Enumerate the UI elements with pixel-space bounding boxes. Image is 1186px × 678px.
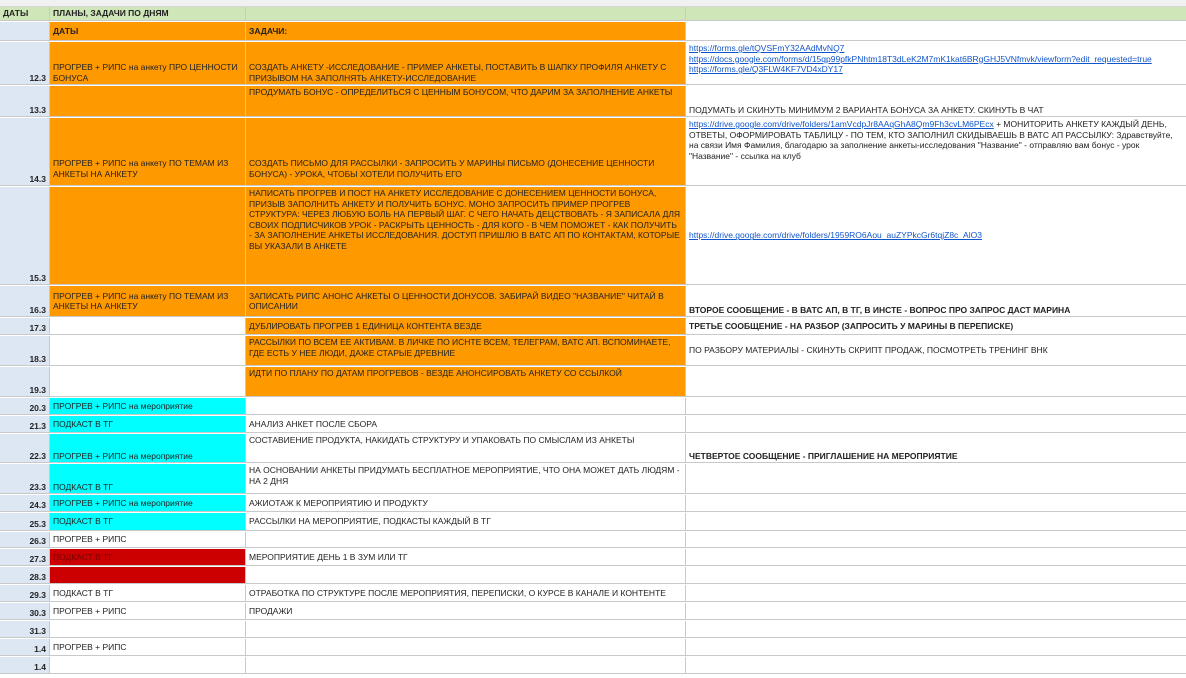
plan-cell[interactable]: ПРОГРЕВ + РИПС на анкету ПРО ЦЕННОСТИ БОНУСА xyxy=(50,42,246,84)
column-header-strip xyxy=(0,0,1186,7)
note-cell[interactable] xyxy=(686,416,1186,432)
table-row xyxy=(0,567,1186,584)
plan-cell[interactable]: ПРОГРЕВ + РИПС на анкету ПО ТЕМАМ ИЗ АНКЕТЫ НА АНКЕТУ xyxy=(50,286,246,316)
table-row xyxy=(0,434,1186,463)
date-cell[interactable]: 18.3 xyxy=(0,336,50,365)
note-cell[interactable] xyxy=(686,22,1186,40)
note-link-cell[interactable]: https://drive.google.com/drive/folders/1959RO6Aou_auZYPkcGr6tqjZ8c_AlO3 xyxy=(689,230,982,241)
task-cell[interactable]: АЖИОТАЖ К МЕРОПРИЯТИЮ И ПРОДУКТУ xyxy=(246,495,686,511)
drive-link[interactable]: https://drive.google.com/drive/folders/1amVcdpJr8AAqGhA8Qm9Fh3cvLM6PEcx xyxy=(689,119,994,129)
subheader-tasks-cell[interactable]: ЗАДАЧИ: xyxy=(246,22,686,40)
note-cell[interactable] xyxy=(686,464,1186,493)
note-cell[interactable]: ЧЕТВЕРТОЕ СООБЩЕНИЕ - ПРИГЛАШЕНИЕ НА МЕРОПРИЯТИЕ xyxy=(689,450,958,461)
plan-cell[interactable] xyxy=(50,567,246,583)
note-cell[interactable] xyxy=(686,567,1186,583)
note-cell[interactable]: ПОДУМАТЬ И СКИНУТЬ МИНИМУМ 2 ВАРИАНТА БОНУСА ЗА АНКЕТУ. СКИНУТЬ В ЧАТ xyxy=(689,104,1044,115)
task-cell[interactable] xyxy=(246,621,686,637)
header-empty-cell[interactable] xyxy=(686,7,1186,20)
table-row xyxy=(0,367,1186,397)
task-cell[interactable] xyxy=(246,532,686,547)
task-cell[interactable]: ОТРАБОТКА ПО СТРУКТУРЕ ПОСЛЕ МЕРОПРИЯТИЯ, ПЕРЕПИСКИ, О КУРСЕ В КАНАЛЕ И КОНТЕНТЕ xyxy=(246,585,686,601)
plan-cell[interactable] xyxy=(50,86,246,116)
date-cell[interactable]: 25.3 xyxy=(0,513,50,530)
date-cell[interactable]: 30.3 xyxy=(0,603,50,619)
note-cell[interactable] xyxy=(686,513,1186,530)
plan-cell[interactable] xyxy=(50,318,246,334)
date-cell[interactable]: 17.3 xyxy=(0,318,50,334)
subheader-row xyxy=(0,22,1186,41)
note-cell[interactable]: ТРЕТЬЕ СООБЩЕНИЕ - НА РАЗБОР (ЗАПРОСИТЬ У МАРИНЫ В ПЕРЕПИСКЕ) xyxy=(689,320,1014,331)
header-title-cell[interactable]: ПЛАНЫ, ЗАДАЧИ ПО ДНЯМ xyxy=(50,7,246,20)
plan-cell[interactable]: ПРОГРЕВ + РИПС на мероприятие xyxy=(50,434,246,462)
table-row xyxy=(0,318,1186,335)
task-cell[interactable] xyxy=(246,567,686,583)
note-cell[interactable] xyxy=(686,532,1186,547)
task-cell[interactable]: МЕРОПРИЯТИЕ ДЕНЬ 1 В ЗУМ ИЛИ ТГ xyxy=(246,549,686,565)
header-empty-cell[interactable] xyxy=(246,7,686,20)
plan-cell[interactable]: ПОДКАСТ В ТГ xyxy=(50,513,246,530)
plan-cell[interactable] xyxy=(50,336,246,365)
date-cell[interactable]: 29.3 xyxy=(0,585,50,601)
note-cell[interactable]: ВТОРОЕ СООБЩЕНИЕ - В ВАТС АП, В ТГ, В ИНСТЕ - ВОПРОС ПРО ЗАПРОС ДАСТ МАРИНА xyxy=(689,304,1071,315)
header-row xyxy=(0,7,1186,21)
date-cell[interactable]: 15.3 xyxy=(0,187,50,284)
plan-cell[interactable]: ПРОГРЕВ + РИПС xyxy=(50,639,246,655)
date-cell[interactable]: 19.3 xyxy=(0,367,50,396)
date-cell[interactable]: 31.3 xyxy=(0,621,50,637)
plan-cell[interactable]: ПРОГРЕВ + РИПС на мероприятие xyxy=(50,495,246,511)
plan-cell[interactable] xyxy=(50,657,246,673)
table-row xyxy=(0,118,1186,186)
date-cell[interactable]: 28.3 xyxy=(0,567,50,583)
date-cell[interactable]: 20.3 xyxy=(0,398,50,414)
table-row xyxy=(0,657,1186,674)
date-cell[interactable]: 1.4 xyxy=(0,639,50,655)
task-cell[interactable] xyxy=(246,639,686,655)
plan-cell[interactable] xyxy=(50,367,246,396)
table-row xyxy=(0,532,1186,548)
task-cell[interactable] xyxy=(246,398,686,414)
date-cell[interactable]: 21.3 xyxy=(0,416,50,432)
table-row xyxy=(0,464,1186,494)
date-cell[interactable] xyxy=(0,22,50,40)
plan-cell[interactable]: ПРОГРЕВ + РИПС на анкету ПО ТЕМАМ ИЗ АНКЕТЫ НА АНКЕТУ xyxy=(50,118,246,185)
table-row xyxy=(0,187,1186,285)
note-cell[interactable]: ПО РАЗБОРУ МАТЕРИАЛЫ - СКИНУТЬ СКРИПТ ПРОДАЖ, ПОСМОТРЕТЬ ТРЕНИНГ ВНК xyxy=(689,345,1048,356)
plan-cell[interactable]: ПОДКАСТ В ТГ xyxy=(50,585,246,601)
note-cell[interactable] xyxy=(686,603,1186,619)
plan-cell[interactable]: ПОДКАСТ В ТГ xyxy=(50,549,246,565)
task-cell[interactable]: СОЗДАТЬ АНКЕТУ -ИССЛЕДОВАНИЕ - ПРИМЕР АНКЕТЫ, ПОСТАВИТЬ В ШАПКУ ПРОФИЛЯ АНКЕТУ С ПРИЗЫВОМ НА ЗАПОЛНЯТЬ АНКЕТУ-ИССЛЕДОВАНИЕ xyxy=(246,42,686,84)
task-cell[interactable]: СОЗДАТЬ ПИСЬМО ДЛЯ РАССЫЛКИ - ЗАПРОСИТЬ У МАРИНЫ ПИСЬМО (ДОНЕСЕНИЕ ЦЕННОСТИ БОНУСА) - УРОКА, ЧТОБЫ ХОТЕЛИ ПОЛУЧИТЬ ЕГО xyxy=(246,118,686,185)
table-row xyxy=(0,42,1186,85)
date-cell[interactable]: 12.3 xyxy=(0,42,50,84)
note-text: + МОНИТОРИТЬ АНКЕТУ КАЖДЫЙ ДЕНЬ, ОТВЕТЫ, ОФОРМИРОВАТЬ ТАБЛИЦУ - ПО ТЕМ, КТО ЗАПОЛНИЛ СКИДЫВАЕШЬ В ВАТС АП РАССЫЛКУ: Здравствуйте, на связи Имя Фамилия, благодарю за заполнение анкеты-исследования "Название" - отправляю вам бонус - урок "Название" - ссылка на клуб xyxy=(689,119,1173,161)
task-cell[interactable]: ПРОДУМАТЬ БОНУС - ОПРЕДЕЛИТЬСЯ С ЦЕННЫМ БОНУСОМ, ЧТО ДАРИМ ЗА ЗАПОЛНЕНИЕ АНКЕТЫ xyxy=(246,86,686,116)
table-row xyxy=(0,416,1186,433)
table-row xyxy=(0,336,1186,366)
note-cell[interactable] xyxy=(686,118,1186,185)
table-row xyxy=(0,603,1186,620)
plan-cell[interactable]: ПРОГРЕВ + РИПС на мероприятие xyxy=(50,398,246,414)
date-cell[interactable]: 14.3 xyxy=(0,118,50,185)
task-cell[interactable] xyxy=(246,657,686,673)
task-cell[interactable]: ЗАПИСАТЬ РИПС АНОНС АНКЕТЫ О ЦЕННОСТИ ДОНУСОВ. ЗАБИРАЙ ВИДЕО "НАЗВАНИЕ" ЧИТАЙ В ОПИСАНИИ xyxy=(246,286,686,316)
plan-cell[interactable]: ПРОГРЕВ + РИПС xyxy=(50,603,246,619)
table-row xyxy=(0,495,1186,512)
date-cell[interactable]: 1.4 xyxy=(0,657,50,673)
table-row xyxy=(0,549,1186,566)
note-cell[interactable] xyxy=(686,549,1186,565)
task-cell[interactable]: АНАЛИЗ АНКЕТ ПОСЛЕ СБОРА xyxy=(246,416,686,432)
plan-cell[interactable]: ПРОГРЕВ + РИПС xyxy=(50,532,246,547)
note-cell[interactable] xyxy=(686,585,1186,601)
header-dates-cell[interactable]: ДАТЫ xyxy=(0,7,50,20)
note-cell[interactable] xyxy=(686,495,1186,511)
table-row xyxy=(0,585,1186,602)
note-cell[interactable] xyxy=(686,398,1186,414)
table-row xyxy=(0,286,1186,317)
plan-cell[interactable] xyxy=(50,621,246,637)
subheader-dates-cell[interactable]: ДАТЫ xyxy=(50,22,246,40)
task-cell[interactable]: РАССЫЛКИ ПО ВСЕМ ЕЕ АКТИВАМ. В ЛИЧКЕ ПО ИСНТЕ ВСЕМ, ТЕЛЕГРАМ, ВАТС АП. ВСПОМИНАЕТЕ, ГДЕ ЕСТЬ У НЕЕ ЛЮДИ, ДАЖЕ СТАРЫЕ ДРЕВНИЕ xyxy=(246,336,686,365)
task-cell[interactable]: ИДТИ ПО ПЛАНУ ПО ДАТАМ ПРОГРЕВОВ - ВЕЗДЕ АНОНСИРОВАТЬ АНКЕТУ СО ССЫЛКОЙ xyxy=(246,367,686,396)
task-cell[interactable]: НА ОСНОВАНИИ АНКЕТЫ ПРИДУМАТЬ БЕСПЛАТНОЕ МЕРОПРИЯТИЕ, ЧТО ОНА МОЖЕТ ДАТЬ ЛЮДЯМ - НА 2 ДНЯ xyxy=(246,464,686,493)
task-cell[interactable]: СОСТАВИЕНИЕ ПРОДУКТА, НАКИДАТЬ СТРУКТУРУ И УПАКОВАТЬ ПО СМЫСЛАМ ИЗ АНКЕТЫ xyxy=(246,434,686,462)
table-row xyxy=(0,398,1186,415)
date-cell[interactable]: 22.3 xyxy=(0,434,50,462)
date-cell[interactable]: 23.3 xyxy=(0,464,50,493)
date-cell[interactable]: 26.3 xyxy=(0,532,50,547)
date-cell[interactable]: 24.3 xyxy=(0,495,50,511)
table-row xyxy=(0,86,1186,117)
note-link-cell[interactable]: https://forms.gle/tQVSFmY32AAdMvNQ7 https://docs.google.com/forms/d/15qp99pfkPNhtm18T3dLeK2M7mK1kat6BRgGHJ5VNfmvk/viewform?edit_requested=true https://forms.gle/Q3FLW4KF7VD4xDY17 xyxy=(689,43,1152,74)
task-cell[interactable]: РАССЫЛКИ НА МЕРОПРИЯТИЕ, ПОДКАСТЫ КАЖДЫЙ В ТГ xyxy=(246,513,686,530)
date-cell[interactable]: 13.3 xyxy=(0,86,50,116)
date-cell[interactable]: 27.3 xyxy=(0,549,50,565)
task-cell[interactable]: ПРОДАЖИ xyxy=(246,603,686,619)
plan-cell[interactable]: ПОДКАСТ В ТГ xyxy=(50,416,246,432)
note-cell[interactable] xyxy=(686,639,1186,655)
table-row xyxy=(0,513,1186,531)
note-cell[interactable] xyxy=(686,621,1186,637)
task-cell[interactable]: ДУБЛИРОВАТЬ ПРОГРЕВ 1 ЕДИНИЦА КОНТЕНТА ВЕЗДЕ xyxy=(246,318,686,334)
note-cell[interactable] xyxy=(686,367,1186,396)
date-cell[interactable]: 16.3 xyxy=(0,286,50,316)
note-cell[interactable] xyxy=(686,657,1186,673)
table-row xyxy=(0,639,1186,656)
plan-cell[interactable]: ПОДКАСТ В ТГ xyxy=(50,464,246,493)
table-row xyxy=(0,621,1186,638)
task-cell[interactable]: НАПИСАТЬ ПРОГРЕВ И ПОСТ НА АНКЕТУ ИССЛЕДОВАНИЕ С ДОНЕСЕНИЕМ ЦЕННОСТИ БОНУСА, ПРИЗЫВ ЗАПОЛНИТЬ АНКЕТУ И ПОЛУЧИТЬ БОНУС. МОНО ЗАПРОСИТЬ ПРИМЕР ПРОГРЕВ СТРУКТУРА: ЧЕРЕЗ ЛЮБУЮ БОЛЬ НА ПЕРВЫЙ ШАГ. С ЧЕГО НАЧАТЬ ДЕЦСТВОВАТЬ - Я ЗАПИСАЛА ДЛЯ СВОИХ ПОДПИСЧИКОВ УРОК - РАСКРЫТЬ ЦЕННОСТЬ - ДЛЯ КОГО - В ЧЕМ ПОМОЖЕТ - КАК ПОЛУЧИТЬ - ЗА ЗАПОЛНЕНИЕ АНКЕТЫ ИССЛЕДОВАНИЯ. ДОСТУП ПРИШЛЮ В ВАТС АП ПО КОНТАКТАМ, КОТОРЫЕ ВЫ УКАЗАЛИ В АНКЕТЕ xyxy=(246,187,686,284)
plan-cell[interactable] xyxy=(50,187,246,284)
